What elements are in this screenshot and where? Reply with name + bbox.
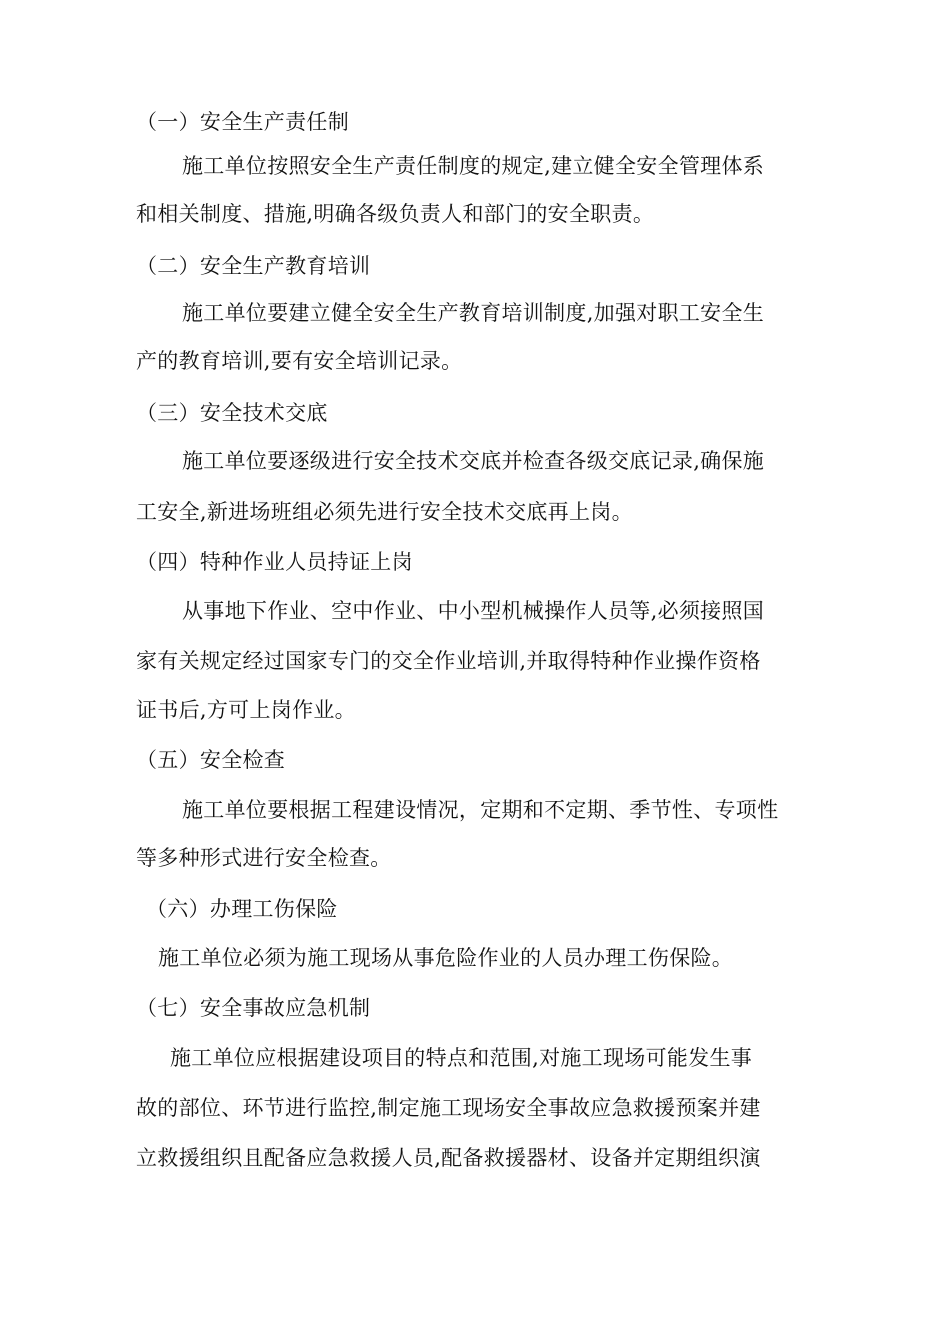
section-6-heading: （六）办理工伤保险	[146, 897, 338, 921]
section-1-heading: （一）安全生产责任制	[136, 110, 349, 134]
section-3-body-line-1: 施工单位要逐级进行安全技术交底并检查各级交底记录,确保施	[182, 449, 765, 473]
section-7-body-line-3: 立救援组织且配备应急救援人员,配备救援器材、设备并定期组织演	[136, 1146, 761, 1170]
section-4-body-line-3: 证书后,方可上岗作业。	[136, 698, 356, 722]
section-3-body-line-2: 工安全,新进场班组必须先进行安全技术交底再上岗。	[136, 500, 633, 524]
section-5-body-line-2: 等多种形式进行安全检查。	[136, 846, 392, 870]
section-5-body-line-1: 施工单位要根据工程建设情况，定期和不定期、季节性、专项性	[182, 798, 779, 822]
section-7-body-line-1: 施工单位应根据建设项目的特点和范围,对施工现场可能发生事	[170, 1046, 753, 1070]
section-2-body-line-1: 施工单位要建立健全安全生产教育培训制度,加强对职工安全生	[182, 301, 765, 325]
section-2-body-line-2: 产的教育培训,要有安全培训记录。	[136, 349, 463, 373]
section-7-body-line-2: 故的部位、环节进行监控,制定施工现场安全事故应急救援预案并建	[136, 1096, 761, 1120]
section-4-body-line-1: 从事地下作业、空中作业、中小型机械操作人员等,必须接照国	[182, 599, 765, 623]
section-4-body-line-2: 家有关规定经过国家专门的交全作业培训,并取得特种作业操作资格	[136, 649, 761, 673]
section-4-heading: （四）特种作业人员持证上岗	[136, 550, 413, 574]
section-3-heading: （三）安全技术交底	[136, 401, 328, 425]
section-6-body-line-1: 施工单位必须为施工现场从事危险作业的人员办理工伤保险。	[158, 946, 734, 970]
section-1-body-line-2: 和相关制度、措施,明确各级负责人和部门的安全职责。	[136, 202, 655, 226]
section-7-heading: （七）安全事故应急机制	[136, 996, 371, 1020]
section-5-heading: （五）安全检查	[136, 748, 286, 772]
section-2-heading: （二）安全生产教育培训	[136, 254, 371, 278]
section-1-body-line-1: 施工单位按照安全生产责任制度的规定,建立健全安全管理体系	[182, 154, 765, 178]
